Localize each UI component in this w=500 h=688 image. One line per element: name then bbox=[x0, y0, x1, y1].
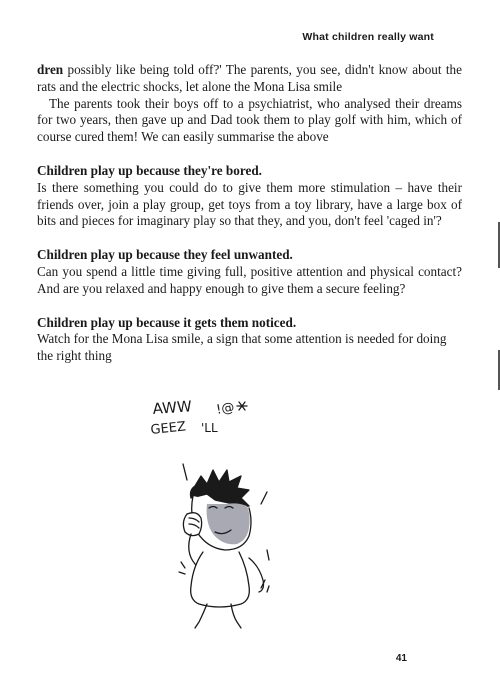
exclamation-symbols: !@ bbox=[215, 400, 236, 418]
motion-line-left bbox=[183, 464, 187, 480]
intro-lead-word: dren bbox=[37, 62, 64, 77]
section-body-bored: Is there something you could do to give them more stimulation – have their friends over, join a play group, get toys from a toy library, have a large box of bits and pieces for imaginary play so that they, and you, don't feel 'caged in'? bbox=[37, 179, 462, 229]
leg-right bbox=[231, 604, 241, 628]
section-heading-noticed: Children play up because it gets them noticed. bbox=[37, 314, 297, 330]
intro-paragraph-1 bbox=[37, 62, 462, 96]
exclamation-geez: GEEZ bbox=[149, 419, 187, 438]
running-head: What children really want bbox=[302, 31, 434, 43]
intro-paragraph-1-text: possibly like being told off?' The parents, you see, didn't know about the rats and the electric shocks, let alone the Mona Lisa smile bbox=[37, 62, 463, 94]
child-cartoon-illustration bbox=[145, 392, 295, 632]
section-heading-bored: Children play up because they're bored. bbox=[37, 162, 262, 178]
intro-paragraph-2: The parents took their boys off to a psychiatrist, who analysed their dreams for two years, then gave up and Dad took them to play golf with him, which of course cured them! We can easily summarise the above bbox=[37, 95, 462, 145]
section-body-unwanted: Can you spend a little time giving full, positive attention and physical contact? And are you relaxed and happy enough to give them a secure feeling? bbox=[37, 263, 462, 296]
leg-left bbox=[195, 604, 207, 628]
page-number: 41 bbox=[395, 653, 407, 664]
motion-line-right bbox=[261, 492, 267, 504]
page-body bbox=[37, 62, 462, 365]
exclamation-ll: 'LL bbox=[201, 421, 218, 435]
shirt-outline bbox=[191, 552, 250, 607]
exclamation-aww: AWW bbox=[152, 397, 193, 418]
section-heading-unwanted: Children play up because they feel unwanted. bbox=[37, 247, 293, 263]
star-scribble-icon bbox=[237, 402, 247, 410]
section-body-noticed: Watch for the Mona Lisa smile, a sign that some attention is needed for doing the right thing bbox=[37, 331, 447, 364]
